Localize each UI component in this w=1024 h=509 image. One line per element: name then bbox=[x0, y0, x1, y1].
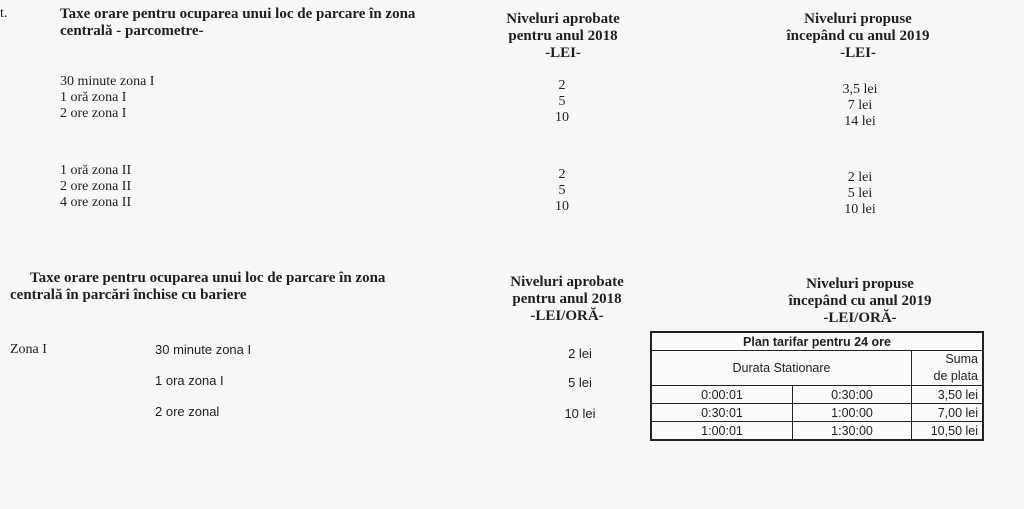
list-item: 1 ora zona I bbox=[155, 373, 224, 388]
list-item: 7 lei bbox=[847, 98, 873, 113]
list-item: 1 oră zona II bbox=[60, 163, 132, 178]
section1-approved-header bbox=[488, 11, 638, 62]
section2-title bbox=[10, 270, 385, 304]
zone1-labels bbox=[60, 74, 154, 122]
header-line: Niveluri propuse bbox=[804, 11, 912, 27]
table-cell: 3,50 lei bbox=[912, 386, 984, 404]
list-item: 14 lei bbox=[844, 114, 876, 129]
header-line: Niveluri propuse bbox=[806, 276, 914, 292]
list-item: 2 ore zona I bbox=[60, 106, 127, 121]
table-cell: 0:30:01 bbox=[651, 404, 793, 422]
header-line: -LEI- bbox=[840, 45, 876, 61]
list-item: 2 lei bbox=[847, 170, 873, 185]
list-item: 2 bbox=[558, 78, 566, 93]
header-line: începând cu anul 2019 bbox=[786, 28, 930, 44]
list-item: 10 lei bbox=[844, 202, 876, 217]
zone2-proposed bbox=[832, 170, 888, 218]
list-item: 5 lei bbox=[847, 186, 873, 201]
table-cell: 1:00:00 bbox=[793, 404, 912, 422]
header-line: pentru anul 2018 bbox=[508, 28, 618, 44]
list-item: 4 ore zona II bbox=[60, 195, 132, 210]
list-item: 3,5 lei bbox=[842, 82, 878, 97]
margin-fragment: t. bbox=[0, 6, 8, 21]
zone2-labels bbox=[60, 163, 131, 211]
header-line: -LEI- bbox=[545, 45, 581, 61]
header-line: Niveluri aprobate bbox=[510, 274, 624, 290]
section1-proposed-header bbox=[758, 11, 958, 62]
list-item: 2 ore zona II bbox=[60, 179, 132, 194]
list-item: 1 oră zona I bbox=[60, 90, 127, 105]
zone1-proposed bbox=[830, 82, 890, 130]
table-cell: 7,00 lei bbox=[912, 404, 984, 422]
table-row bbox=[651, 404, 983, 422]
zone-label: Zona I bbox=[10, 342, 47, 357]
zone1-approved bbox=[540, 78, 584, 126]
tariff-table-title: Plan tarifar pentru 24 ore bbox=[651, 332, 983, 351]
section2-title-line2: centrală în parcări închise cu bariere bbox=[10, 287, 247, 303]
list-item: 5 lei bbox=[568, 375, 592, 390]
table-row bbox=[651, 422, 983, 441]
zone2-approved bbox=[540, 167, 584, 215]
section2-approved-header bbox=[492, 274, 642, 325]
list-item: 5 bbox=[558, 183, 566, 198]
durata-header: Durata Stationare bbox=[651, 351, 912, 386]
list-item: 2 bbox=[558, 167, 566, 182]
list-item: 5 bbox=[558, 94, 566, 109]
list-item: 2 lei bbox=[568, 346, 592, 361]
list-item: 30 minute zona I bbox=[155, 342, 252, 357]
section2-title-line1: Taxe orare pentru ocuparea unui loc de parcare în zona bbox=[30, 270, 386, 286]
table-row bbox=[651, 351, 983, 386]
list-item: 10 bbox=[555, 110, 569, 125]
table-cell: 10,50 lei bbox=[912, 422, 984, 441]
header-line: începând cu anul 2019 bbox=[788, 293, 932, 309]
table-cell: 1:00:01 bbox=[651, 422, 793, 441]
list-item: 10 lei bbox=[564, 406, 596, 421]
table-cell: 0:30:00 bbox=[793, 386, 912, 404]
list-item: 10 bbox=[555, 199, 569, 214]
tariff-table bbox=[650, 331, 984, 441]
list-item: 2 ore zonal bbox=[155, 404, 220, 419]
section1-title-line2: centrală - parcometre- bbox=[60, 23, 204, 39]
table-cell: 1:30:00 bbox=[793, 422, 912, 441]
list-item: 30 minute zona I bbox=[60, 74, 155, 89]
section2-proposed-header bbox=[760, 276, 960, 327]
suma-header-line1: Suma bbox=[945, 352, 978, 366]
table-row bbox=[651, 332, 983, 351]
suma-header bbox=[912, 351, 984, 386]
suma-header-line2: de plata bbox=[933, 369, 978, 383]
header-line: Niveluri aprobate bbox=[506, 11, 620, 27]
header-line: -LEI/ORĂ- bbox=[823, 310, 897, 326]
table-row bbox=[651, 386, 983, 404]
section1-title bbox=[60, 6, 415, 40]
section1-title-line1: Taxe orare pentru ocuparea unui loc de parcare în zona bbox=[60, 6, 416, 22]
header-line: pentru anul 2018 bbox=[512, 291, 622, 307]
header-line: -LEI/ORĂ- bbox=[530, 308, 604, 324]
table-cell: 0:00:01 bbox=[651, 386, 793, 404]
